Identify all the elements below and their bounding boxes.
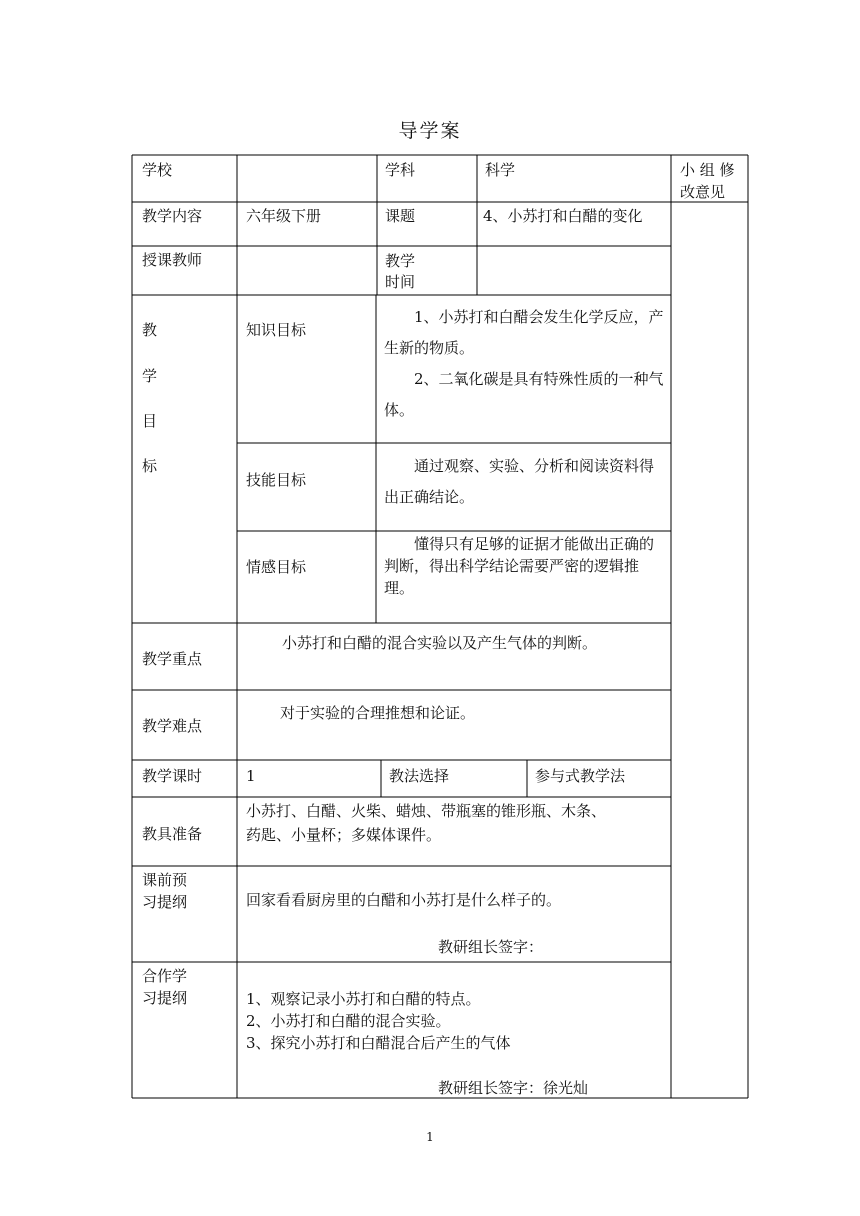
goals-label-char: 标: [142, 457, 158, 475]
subject-label: 学科: [385, 161, 416, 179]
coop-item: 2、小苏打和白醋的混合实验。: [246, 1012, 451, 1030]
coop-label-line2: 习提纲: [142, 989, 188, 1007]
hours-label: 教学课时: [142, 767, 203, 785]
coop-item: 1、观察记录小苏打和白醋的特点。: [246, 990, 481, 1008]
preview-label-line1: 课前预: [142, 871, 188, 889]
knowledge-goal-item-2: 2、二氧化碳是具有特殊性质的一种气体。: [384, 370, 664, 419]
goals-label-char: 目: [142, 412, 158, 430]
coop-label-line1: 合作学: [142, 967, 188, 985]
content-value: 六年级下册: [246, 207, 322, 225]
materials-line-1: 小苏打、白醋、火柴、蜡烛、带瓶塞的锥形瓶、木条、: [246, 802, 607, 820]
document-title: 导学案: [398, 120, 462, 142]
school-label: 学校: [142, 161, 173, 179]
emotion-goal-label: 情感目标: [246, 558, 307, 576]
hours-value: 1: [246, 767, 256, 785]
difficulty-label: 教学难点: [142, 717, 203, 735]
skill-goal-text: 通过观察、实验、分析和阅读资料得出正确结论。: [384, 457, 655, 506]
teaching-time-label-line1: 教学: [385, 252, 416, 270]
revision-label-line2: 改意见: [680, 183, 726, 201]
preview-label-line2: 习提纲: [142, 893, 188, 911]
teacher-label: 授课教师: [142, 251, 203, 269]
coop-item: 3、探究小苏打和白醋混合后产生的气体: [246, 1034, 511, 1052]
goals-label-char: 教: [142, 321, 158, 339]
materials-label: 教具准备: [142, 825, 203, 843]
teaching-time-label-line2: 时间: [385, 273, 416, 291]
knowledge-goal-label: 知识目标: [246, 321, 307, 339]
preview-signature-label: 教研组长签字：: [438, 938, 544, 956]
goals-label-char: 学: [142, 367, 158, 385]
skill-goal-label: 技能目标: [246, 471, 307, 489]
topic-label: 课题: [385, 207, 416, 225]
key-point-label: 教学重点: [142, 650, 203, 668]
emotion-goal-text: 懂得只有足够的证据才能做出正确的判断，得出科学结论需要严密的逻辑推理。: [384, 535, 655, 597]
method-label: 教法选择: [389, 767, 450, 785]
preview-text: 回家看看厨房里的白醋和小苏打是什么样子的。: [246, 891, 562, 909]
knowledge-goal-item-1: 1、小苏打和白醋会发生化学反应，产生新的物质。: [384, 308, 664, 357]
content-label: 教学内容: [142, 207, 203, 225]
revision-label-line1: 小 组 修: [680, 161, 735, 179]
difficulty-text: 对于实验的合理推想和论证。: [280, 704, 476, 722]
key-point-text: 小苏打和白醋的混合实验以及产生气体的判断。: [282, 634, 598, 652]
page-number: 1: [426, 1130, 434, 1144]
coop-signature: 教研组长签字：徐光灿: [438, 1079, 589, 1097]
materials-line-2: 药匙、小量杯；多媒体课件。: [246, 826, 442, 844]
method-value: 参与式教学法: [535, 767, 626, 785]
subject-value: 科学: [485, 161, 516, 179]
topic-value: 4、小苏打和白醋的变化: [483, 207, 643, 225]
